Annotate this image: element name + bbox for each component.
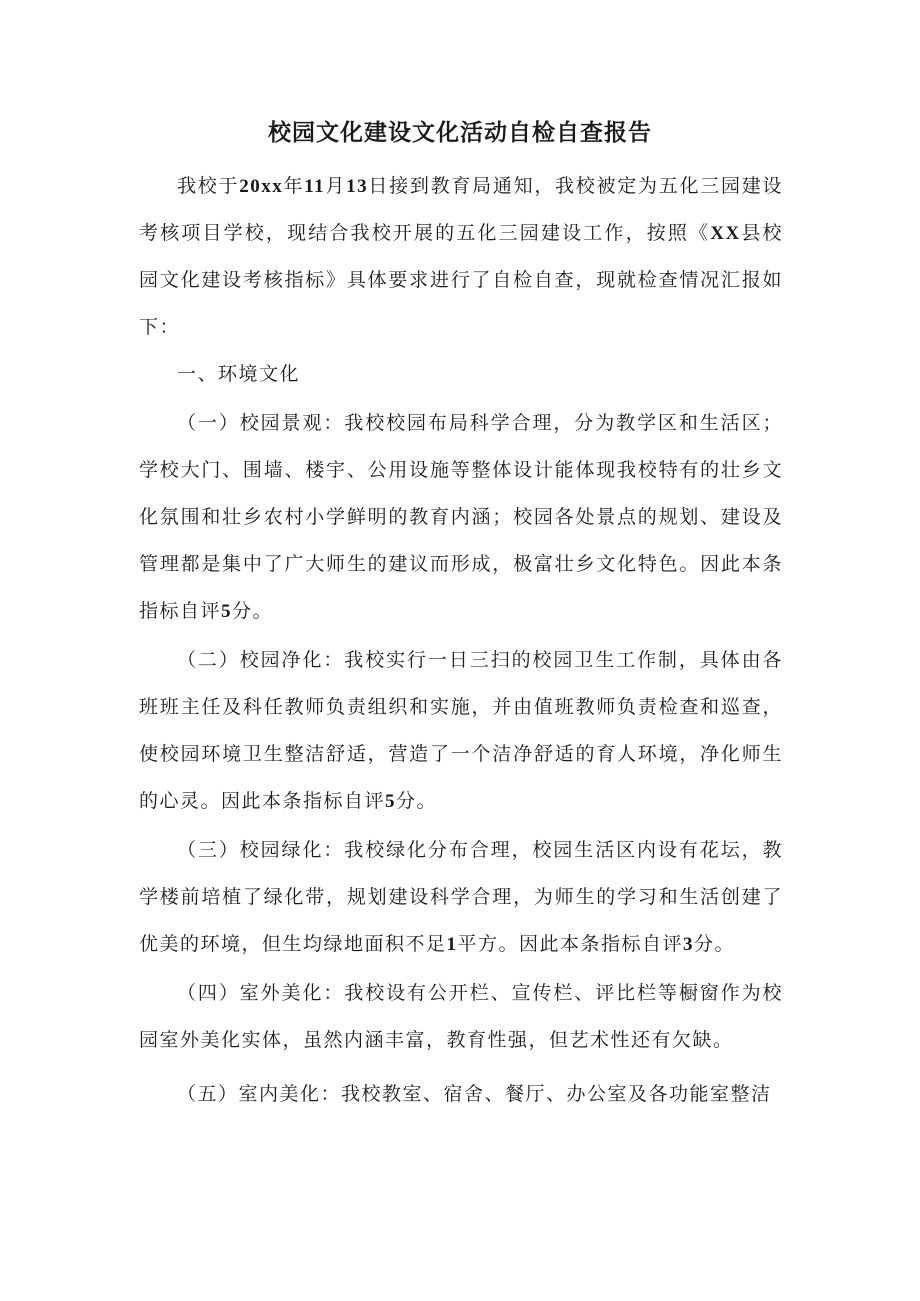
intro-text-2: 年 <box>283 175 305 197</box>
item-outdoor-beautification <box>139 970 783 1064</box>
item-campus-cleanliness <box>139 637 783 825</box>
intro-text-3: 月 <box>325 175 347 197</box>
item2-unit: 分。 <box>396 790 438 812</box>
intro-month: 11 <box>304 176 326 197</box>
item-campus-greening <box>139 827 783 968</box>
item3-score: 3 <box>683 934 695 955</box>
item3-text-b: 平方。因此本条指标自评 <box>457 933 684 955</box>
item3-area: 1 <box>446 934 458 955</box>
item2-score: 5 <box>385 791 397 812</box>
section-heading-environment: 一、环境文化 <box>177 363 301 385</box>
intro-text-1: 我校于 <box>177 175 240 197</box>
item2-text: （二）校园净化：我校实行一日三扫的校园卫生工作制，具体由各班班主任及科任教师负责组织和实施，并由值班教师负责检查和巡查，使校园环境卫生整洁舒适，营造了一个洁净舒适的育人环境，净化师生的心灵。因此本条指标自评 <box>139 649 783 812</box>
item-campus-landscape <box>139 400 783 635</box>
intro-paragraph <box>139 163 783 351</box>
item3-unit: 分。 <box>694 933 736 955</box>
item-indoor-beautification <box>139 1071 783 1118</box>
item1-text: （一）校园景观：我校校园布局科学合理，分为教学区和生活区；学校大门、围墙、楼宇、公用设施等整体设计能体现我校特有的壮乡文化氛围和壮乡农村小学鲜明的教育内涵；校园各处景点的规划、建设及管理都是集中了广大师生的建议而形成，极富壮乡文化特色。因此本条指标自评 <box>139 412 783 622</box>
item3-text-a: （三）校园绿化：我校绿化分布合理，校园生活区内设有花坛，教学楼前培植了绿化带，规划建设科学合理，为师生的学习和生活创建了优美的环境，但生均绿地面积不足 <box>139 839 783 955</box>
document-title: 校园文化建设文化活动自检自查报告 <box>268 120 652 146</box>
item4-text: （四）室外美化：我校设有公开栏、宣传栏、评比栏等橱窗作为校园室外美化实体，虽然内涵丰富，教育性强，但艺术性还有欠缺。 <box>139 982 783 1051</box>
item5-text: （五）室内美化：我校教室、宿舍、餐厅、办公室及各功能室整洁 <box>177 1083 772 1105</box>
item1-unit: 分。 <box>232 600 274 622</box>
document-body <box>139 163 783 1118</box>
intro-year: 20xx <box>239 176 284 197</box>
intro-day: 13 <box>346 176 369 197</box>
intro-county: XX <box>710 223 741 244</box>
item1-score: 5 <box>221 601 233 622</box>
intro-text-5: 县校园文化建设考核指标》具体要求进行了自检自查，现就检查情况汇报如下： <box>139 222 783 338</box>
intro-text-4: 日接到教育局通知，我校被定为五化三园建设考核项目学校，现结合我校开展的五化三园建设工作，按照《 <box>139 175 783 244</box>
